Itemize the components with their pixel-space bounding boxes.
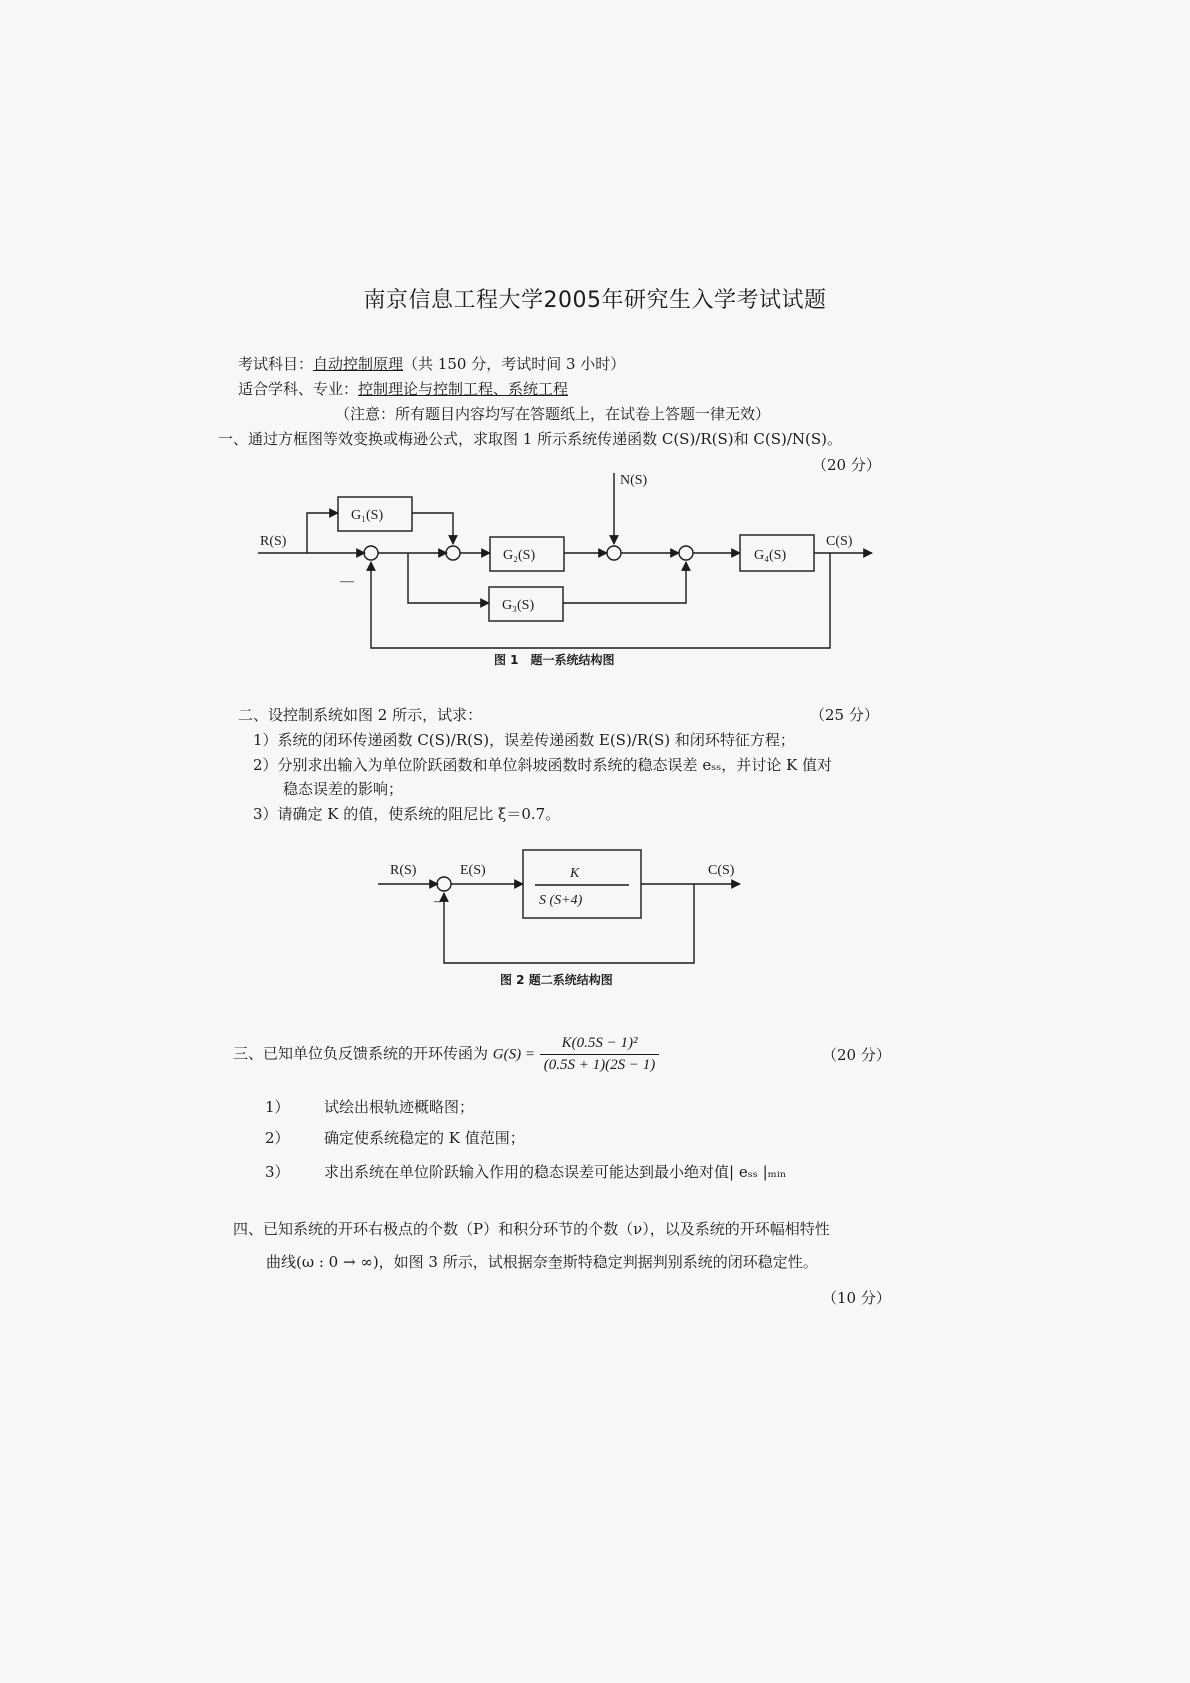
q3-item-2-text: 确定使系统稳定的 K 值范围；	[324, 1129, 525, 1147]
q3-prefix: 三、已知单位负反馈系统的开环传函为	[233, 1044, 489, 1063]
feedback-line	[371, 553, 830, 648]
q4-line-1: 四、已知系统的开环右极点的个数（P）和积分环节的个数（ν），以及系统的开环幅相特性	[233, 1220, 830, 1238]
fig2-minus-sign: –	[434, 894, 441, 909]
subject-label: 考试科目：	[238, 355, 314, 373]
q4-line-2: 曲线(ω : 0 → ∞)，如图 3 所示，试根据奈奎斯特稳定判据判别系统的闭环稳定性。	[266, 1253, 818, 1271]
q3-fraction	[540, 1035, 659, 1074]
q3-line	[233, 1035, 659, 1074]
g2-label: G₂(S)	[503, 548, 536, 563]
g1-output-line	[412, 513, 453, 544]
q3-item-3-text: 求出系统在单位阶跃输入作用的稳态误差可能达到最小绝对值| eₛₛ |ₘᵢₙ	[324, 1163, 787, 1181]
q2-item-3: 3）请确定 K 的值，使系统的阻尼比 ξ＝0.7。	[253, 805, 561, 823]
q3-lhs: G(S) =	[492, 1046, 535, 1063]
q2-text: 二、设控制系统如图 2 所示，试求：	[238, 706, 483, 724]
q3-item-1-text: 试绘出根轨迹概略图；	[324, 1098, 475, 1116]
q2-item-2-cont: 稳态误差的影响；	[283, 780, 404, 798]
fig2-sum-junction	[437, 877, 451, 891]
fig2-output-label: C(S)	[708, 863, 735, 878]
g1-label: G₁(S)	[351, 508, 384, 523]
fig1-minus-sign: —	[340, 574, 354, 589]
q3-score: （20 分）	[822, 1046, 891, 1064]
q3-item-1-no: 1）	[265, 1098, 290, 1116]
subject-note: （共 150 分，考试时间 3 小时）	[403, 355, 626, 373]
g3-output-line	[563, 562, 686, 603]
q1-text: 一、通过方框图等效变换或梅逊公式，求取图 1 所示系统传递函数 C(S)/R(S)和 C(S)/N(S)。	[218, 430, 843, 448]
g3-branch-line	[408, 553, 489, 603]
major-label: 适合学科、专业：	[238, 380, 359, 398]
subject-name: 自动控制原理	[313, 355, 404, 373]
q3-denominator: (0.5S + 1)(2S − 1)	[543, 1057, 656, 1073]
q3-numerator: K(0.5S − 1)²	[540, 1035, 659, 1055]
q3-item-3-no: 3）	[265, 1163, 290, 1181]
sum-junction-2	[446, 546, 460, 560]
q2-item-1: 1）系统的闭环传递函数 C(S)/R(S)，误差传递函数 E(S)/R(S) 和闭环特征方程；	[253, 731, 795, 749]
sum-junction-4	[679, 546, 693, 560]
q2-score: （25 分）	[810, 706, 879, 724]
fig1-input-label: R(S)	[260, 534, 287, 549]
g1-branch-line	[307, 513, 338, 553]
sum-junction-3	[607, 546, 621, 560]
q2-item-2: 2）分别求出输入为单位阶跃函数和单位斜坡函数时系统的稳态误差 eₛₛ，并讨论 K 值对	[253, 756, 833, 774]
fig1-output-label: C(S)	[826, 534, 853, 549]
fig1-disturbance-label: N(S)	[620, 473, 648, 488]
q4-score: （10 分）	[822, 1289, 891, 1307]
fig2-error-label: E(S)	[460, 863, 486, 878]
q3-item-2-no: 2）	[265, 1129, 290, 1147]
sum-junction-1	[364, 546, 378, 560]
g4-label: G₄(S)	[754, 548, 787, 563]
g3-label: G₃(S)	[502, 598, 535, 613]
fig2-input-label: R(S)	[390, 863, 417, 878]
fig1-caption: 图 1 题一系统结构图	[494, 653, 615, 667]
q1-score: （20 分）	[812, 456, 881, 474]
major-name: 控制理论与控制工程、系统工程	[358, 380, 569, 398]
exam-notice: （注意：所有题目内容均写在答题纸上，在试卷上答题一律无效）	[335, 405, 771, 423]
fig2-numerator: K	[570, 866, 580, 881]
fig2-denominator: S (S+4)	[539, 893, 583, 908]
fig2-caption: 图 2 题二系统结构图	[500, 973, 613, 987]
exam-title: 南京信息工程大学2005年研究生入学考试试题	[363, 288, 827, 313]
